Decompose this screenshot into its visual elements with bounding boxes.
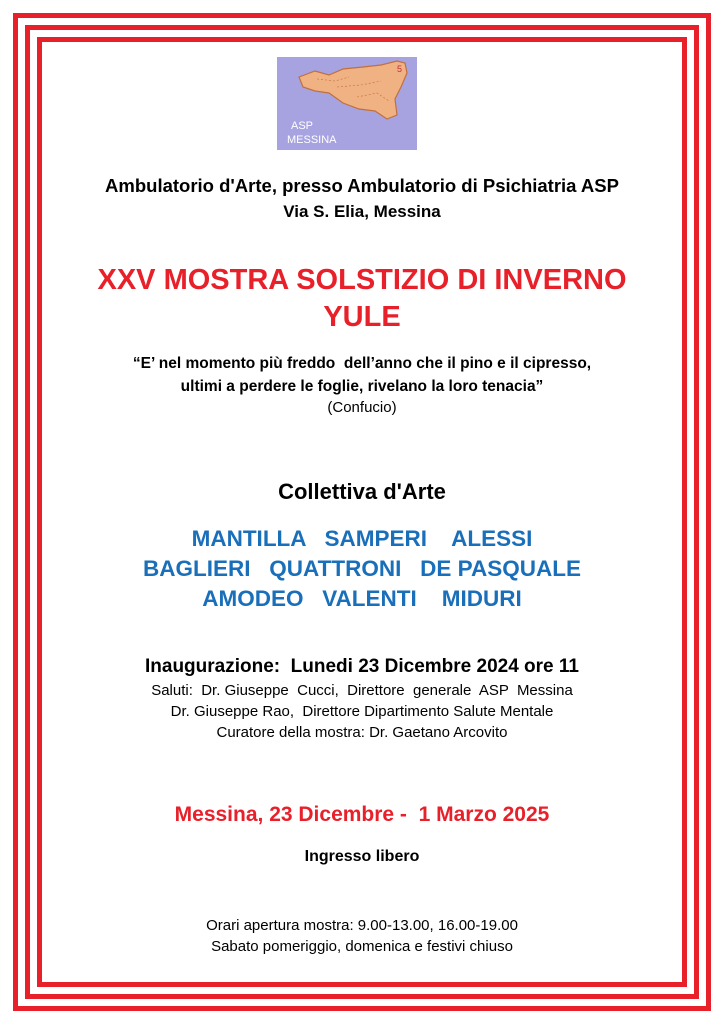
svg-text:5: 5 bbox=[397, 64, 403, 74]
inauguration-heading: Inaugurazione: Lunedi 23 Dicembre 2024 ore 11 bbox=[145, 656, 579, 677]
header-line-2: Via S. Elia, Messina bbox=[283, 202, 441, 221]
logo-text-asp: ASP bbox=[291, 120, 314, 132]
quote-author: (Confucio) bbox=[327, 399, 397, 416]
logo-text-messina: MESSINA bbox=[287, 134, 337, 146]
curator-line: Curatore della mostra: Dr. Gaetano Arcovito bbox=[216, 724, 508, 741]
closed-days: Sabato pomeriggio, domenica e festivi chiuso bbox=[211, 938, 513, 955]
header-line-1: Ambulatorio d'Arte, presso Ambulatorio di Psichiatria ASP bbox=[105, 175, 619, 196]
quote-line-2: ultimi a perdere le foglie, rivelano la loro tenacia” bbox=[180, 378, 544, 395]
collective-heading: Collettiva d'Arte bbox=[278, 479, 446, 504]
exhibition-dates: Messina, 23 Dicembre - 1 Marzo 2025 bbox=[174, 803, 550, 826]
opening-hours: Orari apertura mostra: 9.00-13.00, 16.00-19.00 bbox=[206, 917, 518, 934]
artists-row-3: AMODEO VALENTI MIDURI bbox=[202, 586, 522, 611]
exhibition-title: XXV MOSTRA SOLSTIZIO DI INVERNO bbox=[97, 264, 627, 296]
asp-messina-logo bbox=[277, 57, 417, 150]
artists-row-1: MANTILLA SAMPERI ALESSI bbox=[191, 526, 533, 551]
quote-line-1: “E’ nel momento più freddo dell’anno che il pino e il cipresso, bbox=[132, 355, 592, 372]
free-entry: Ingresso libero bbox=[304, 848, 420, 865]
greetings-line-1: Saluti: Dr. Giuseppe Cucci, Direttore generale ASP Messina bbox=[151, 682, 573, 699]
exhibition-subtitle: YULE bbox=[323, 301, 401, 333]
artists-row-2: BAGLIERI QUATTRONI DE PASQUALE bbox=[143, 556, 581, 581]
greetings-line-2: Dr. Giuseppe Rao, Direttore Dipartimento Salute Mentale bbox=[170, 703, 554, 720]
